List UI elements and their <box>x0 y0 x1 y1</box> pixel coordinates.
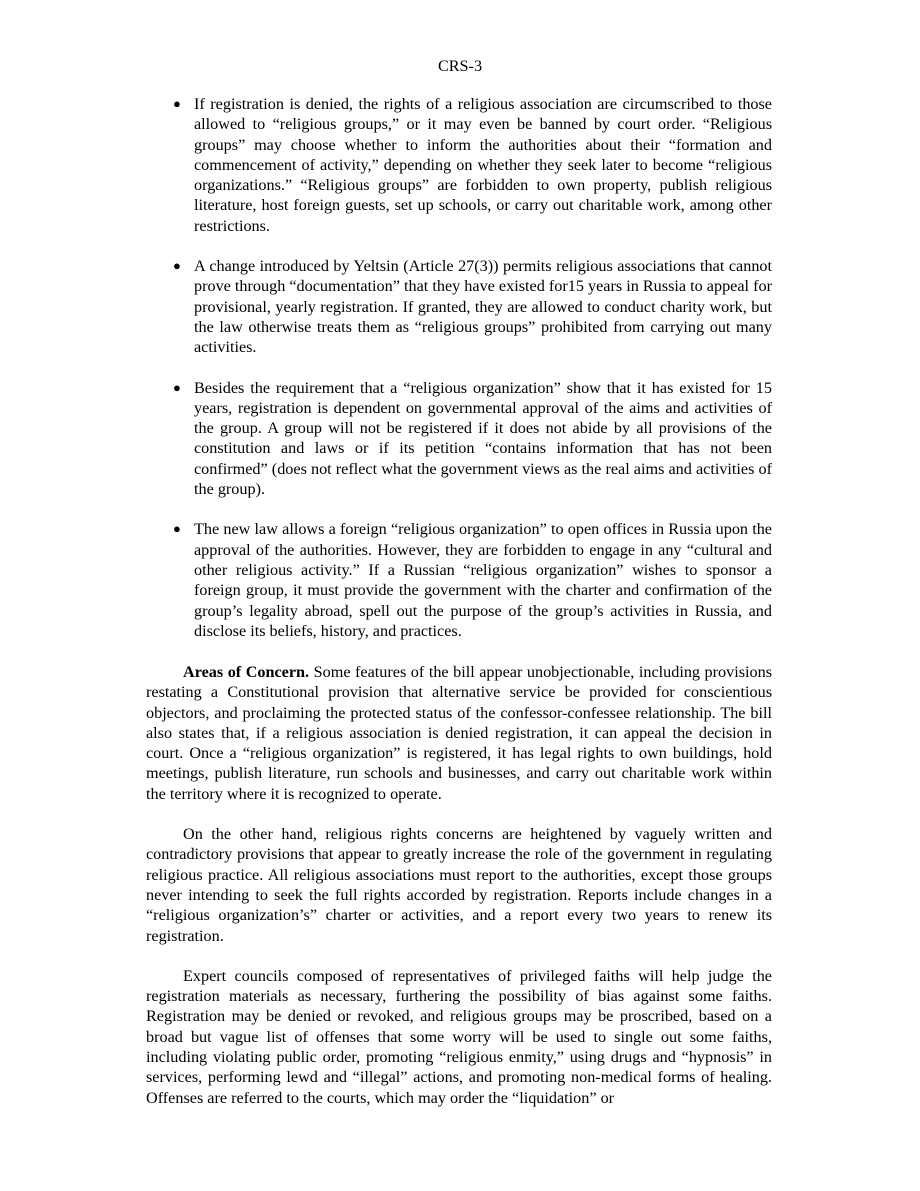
paragraph-text: Some features of the bill appear unobjectionable, including provisions restating a Constitutional provision that alternative service be provided for conscientious objectors, and proclaiming the protected status of the confessor-confessee relationship. The bill also states that, if a religious association is denied registration, it can appeal the decision in court. Once a “religious organization” is registered, it has legal rights to own buildings, hold meetings, publish literature, run schools and businesses, and carry out charitable work within the territory where it is recognized to operate. <box>146 663 772 803</box>
body-text <box>146 662 772 1128</box>
paragraph-other-hand: On the other hand, religious rights concerns are heightened by vaguely written and contradictory provisions that appear to greatly increase the role of the government in regulating religious practice. All religious associations must report to the authorities, except those groups never intending to seek the full rights accorded by registration. Reports include changes in a “religious organization’s” charter or activities, and a report every two years to renew its registration. <box>146 825 772 945</box>
bullet-dot-icon: ● <box>173 96 181 111</box>
paragraph-areas-of-concern <box>146 662 772 804</box>
bullet-item-denied-registration <box>166 94 772 236</box>
bullet-list <box>166 94 772 661</box>
paragraph-expert-councils: Expert councils composed of representatives of privileged faiths will help judge the registration materials as necessary, furthering the possibility of bias against some faiths. Registration may be denied or revoked, and religious groups may be proscribed, based on a broad but vague list of offenses that some worry will be used to single out some faiths, including violating public order, promoting “religious enmity,” using drugs and “hypnosis” in services, performing lewd and “illegal” actions, and promoting non-medical forms of healing. Offenses are referred to the courts, which may order the “liquidation” or <box>146 966 772 1107</box>
bullet-dot-icon: ● <box>173 521 181 537</box>
section-heading-areas-of-concern: Areas of Concern. <box>183 663 310 681</box>
bullet-item-foreign-organization <box>166 519 772 641</box>
bullet-item-fifteen-years <box>166 378 772 500</box>
bullet-text: Besides the requirement that a “religious organization” show that it has existed for 15 years, registration is dependent on governmental approval of the aims and activities of the group. A group will not be registered if it does not abide by all provisions of the constitution and laws or if its petition “contains information that has not been confirmed” (does not reflect what the government views as the real aims and activities of the group). <box>194 378 772 499</box>
bullet-text: The new law allows a foreign “religious organization” to open offices in Russia upon the approval of the authorities. However, they are forbidden to engage in any “cultural and other religious activity.” If a Russian “religious organization” wishes to sponsor a foreign group, it must provide the government with the charter and confirmation of the group’s legality abroad, spell out the purpose of the group’s activities in Russia, and disclose its beliefs, history, and practices. <box>194 520 772 640</box>
page-number-header: CRS-3 <box>437 57 483 75</box>
bullet-dot-icon: ● <box>173 258 181 274</box>
bullet-item-yeltsin-change <box>166 256 772 357</box>
bullet-text: A change introduced by Yeltsin (Article 27(3)) permits religious associations that cannot prove through “documentation” that they have existed for15 years in Russia to appeal for provisional, yearly registration. If granted, they are allowed to conduct charity work, but the law otherwise treats them as “religious groups” prohibited from carrying out many activities. <box>194 257 772 357</box>
bullet-dot-icon: ● <box>173 379 181 395</box>
bullet-text: If registration is denied, the rights of a religious association are circumscribed to those allowed to “religious groups,” or it may even be banned by court order. “Religious groups” may choose whether to inform the authorities about their “formation and commencement of activity,” depending on whether they seek later to become “religious organizations.” “Religious groups” are forbidden to own property, publish religious literature, host foreign guests, set up schools, or carry out charitable work, among other restrictions. <box>194 95 772 235</box>
